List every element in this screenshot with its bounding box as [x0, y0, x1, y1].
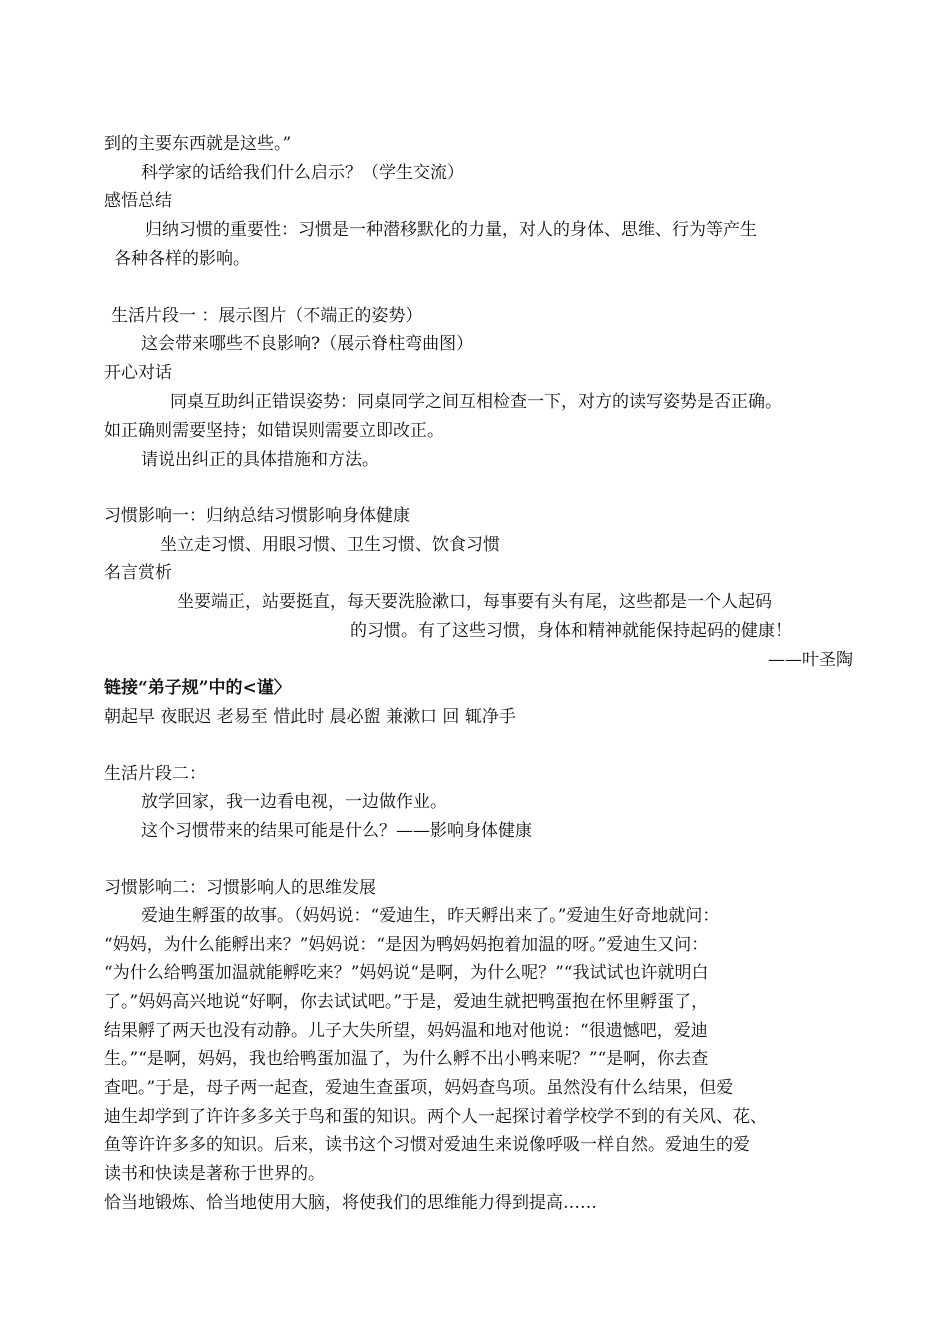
- quote-author: ——叶圣陶: [768, 650, 853, 670]
- text-line: 读书和快读是著称于世界的。: [104, 1164, 325, 1184]
- text-line: “为什么给鸭蛋加温就能孵吃来？”妈妈说“是啊，为什么呢？”“我试试也许就明白: [104, 963, 709, 983]
- text-line: 这个习惯带来的结果可能是什么？——影响身体健康: [141, 821, 532, 841]
- quote-line: 坐要端正，站要挺直，每天要洗脸漱口，每事要有头有尾，这些都是一个人起码: [177, 592, 772, 612]
- section-heading: 习惯影响一：归纳总结习惯影响身体健康: [104, 506, 410, 526]
- text-line: 归纳习惯的重要性：习惯是一种潜移默化的力量，对人的身体、思维、行为等产生: [145, 220, 757, 240]
- text-line: 坐立走习惯、用眼习惯、卫生习惯、饮食习惯: [160, 535, 500, 555]
- text-line: 恰当地锻炼、恰当地使用大脑，将使我们的思维能力得到提高……: [104, 1193, 597, 1213]
- section-heading: 习惯影响二：习惯影响人的思维发展: [104, 878, 376, 898]
- text-line: 朝起早 夜眠迟 老易至 惜此时 晨必盥 兼漱口 回 辄净手: [104, 707, 516, 727]
- section-heading: 名言赏析: [104, 563, 172, 583]
- text-line: 爱迪生孵蛋的故事。（妈妈说：“爱迪生，昨天孵出来了。”爱迪生好奇地就问：: [141, 906, 720, 926]
- text-line: 结果孵了两天也没有动静。儿子大失所望，妈妈温和地对他说：“很遗憾吧，爱迪: [104, 1021, 708, 1041]
- text-line: 如正确则需要坚持；如错误则需要立即改正。: [104, 421, 444, 441]
- text-line: 放学回家，我一边看电视，一边做作业。: [141, 792, 447, 812]
- text-line: 了。”妈妈高兴地说“好啊，你去试试吧。”于是，爱迪生就把鸭蛋抱在怀里孵蛋了，: [104, 992, 709, 1012]
- text-line: “妈妈，为什么能孵出来？”妈妈说：“是因为鸭妈妈抱着加温的呀。”爱迪生又问：: [104, 935, 709, 955]
- section-heading: 感悟总结: [104, 191, 172, 211]
- text-line: 各种各样的影响。: [114, 249, 250, 269]
- text-line: 鱼等许许多多的知识。后来，读书这个习惯对爱迪生来说像呼吸一样自然。爱迪生的爱: [104, 1135, 750, 1155]
- section-heading: 生活片段一 ：展示图片（不端正的姿势）: [111, 306, 423, 326]
- text-line: 到的主要东西就是这些。”: [104, 134, 292, 154]
- section-heading: 链接“弟子规”中的<谨〉: [104, 678, 291, 698]
- text-line: 科学家的话给我们什么启示？（学生交流）: [141, 163, 464, 183]
- text-line: 这会带来哪些不良影响?（展示脊柱弯曲图）: [141, 334, 474, 354]
- text-line: 生。”“是啊，妈妈，我也给鸭蛋加温了，为什么孵不出小鸭来呢？”“是啊，你去查: [104, 1049, 709, 1069]
- text-line: 查吧。”于是，母子两一起查，爱迪生查蛋项，妈妈查鸟项。虽然没有什么结果，但爱: [104, 1078, 734, 1098]
- quote-line: 的习惯。有了这些习惯，身体和精神就能保持起码的健康！: [350, 621, 792, 641]
- text-line: 请说出纠正的具体措施和方法。: [141, 450, 379, 470]
- text-line: 同桌互助纠正错误姿势：同桌同学之间互相检查一下，对方的读写姿势是否正确。: [170, 392, 782, 412]
- section-heading: 生活片段二：: [104, 764, 206, 784]
- section-heading: 开心对话: [104, 363, 172, 383]
- text-line: 迪生却学到了许许多多关于鸟和蛋的知识。两个人一起探讨着学校学不到的有关风、花、: [104, 1107, 767, 1127]
